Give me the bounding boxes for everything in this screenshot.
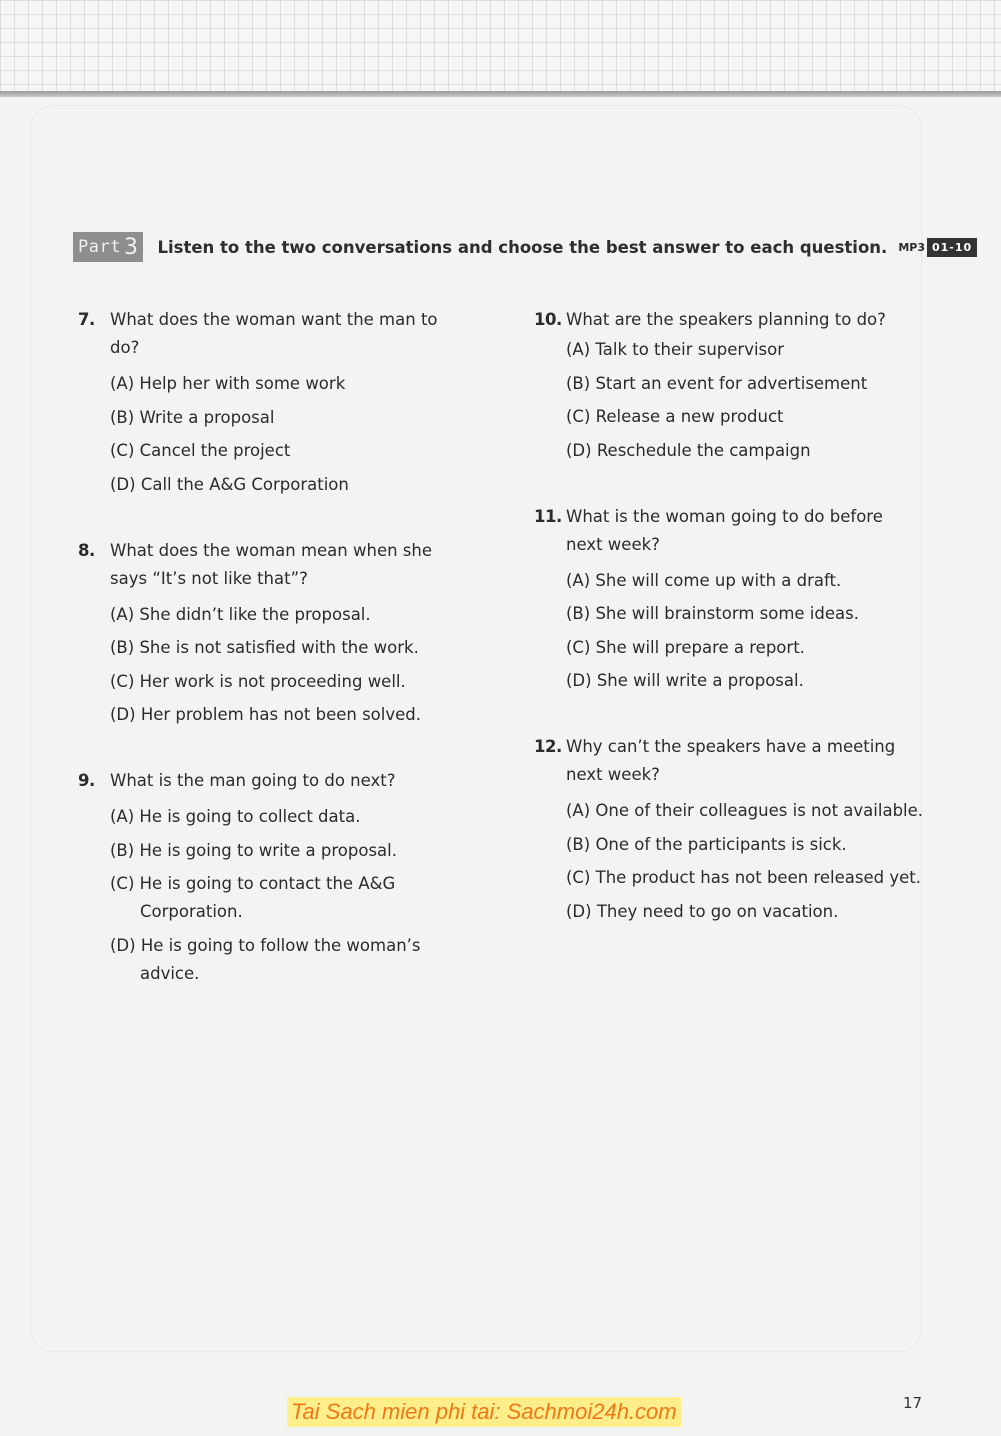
answer-option: (D) Call the A&G Corporation bbox=[110, 474, 349, 494]
answer-option: (C) Release a new product bbox=[566, 407, 784, 426]
answer-option: (C) She will prepare a report. bbox=[566, 637, 805, 657]
answer-option: (B) She will brainstorm some ideas. bbox=[566, 604, 859, 623]
answer-option: (A) Help her with some work bbox=[110, 374, 346, 393]
question-stem: What is the man going to do next? bbox=[110, 771, 396, 790]
mp3-label: MP3 bbox=[898, 240, 925, 254]
question-10 bbox=[534, 306, 934, 465]
mp3-track-tag bbox=[898, 238, 977, 257]
answer-option: (C) The product has not been released yet. bbox=[566, 868, 921, 887]
question-stem: What does the woman mean when she says “It’s not like that”? bbox=[110, 540, 433, 588]
part-label: Part bbox=[78, 237, 121, 257]
watermark-link[interactable]: Tai Sach mien phi tai: Sachmoi24h.com bbox=[287, 1397, 681, 1427]
answer-option: (D) Her problem has not been solved. bbox=[110, 705, 421, 724]
answer-option: (C) Cancel the project bbox=[110, 441, 291, 460]
question-12 bbox=[534, 733, 934, 926]
question-stem: Why can’t the speakers have a meeting next week? bbox=[566, 737, 896, 784]
answer-option: (D) Reschedule the campaign bbox=[566, 440, 811, 460]
answer-option: (A) She didn’t like the proposal. bbox=[110, 604, 371, 624]
question-stem: What are the speakers planning to do? bbox=[566, 310, 886, 329]
grid-paper-band bbox=[0, 0, 1001, 92]
page-number: 17 bbox=[903, 1394, 923, 1412]
answer-option: (A) She will come up with a draft. bbox=[566, 570, 842, 590]
answer-option: (D) She will write a proposal. bbox=[566, 671, 804, 690]
answer-option: (C) He is going to contact the A&G Corporation. bbox=[110, 874, 396, 921]
question-number: 8. bbox=[78, 540, 95, 560]
answer-option: (A) Talk to their supervisor bbox=[566, 340, 785, 359]
question-number: 10. bbox=[534, 310, 562, 329]
mp3-track-number: 01-10 bbox=[927, 238, 977, 257]
part-header bbox=[73, 232, 973, 262]
question-stem: What does the woman want the man to do? bbox=[110, 310, 438, 357]
instruction-text: Listen to the two conversations and choose the best answer to each question. bbox=[157, 237, 888, 257]
answer-option: (A) He is going to collect data. bbox=[110, 807, 361, 826]
right-column bbox=[534, 306, 934, 964]
question-9 bbox=[78, 767, 458, 988]
answer-option: (D) They need to go on vacation. bbox=[566, 901, 839, 921]
answer-option: (B) He is going to write a proposal. bbox=[110, 840, 397, 860]
top-rule bbox=[0, 91, 1001, 97]
question-8 bbox=[78, 537, 458, 730]
part-badge bbox=[73, 232, 143, 262]
question-number: 7. bbox=[78, 310, 95, 329]
answer-option: (B) She is not satisfied with the work. bbox=[110, 638, 419, 657]
answer-option: (B) Start an event for advertisement bbox=[566, 373, 868, 393]
question-number: 12. bbox=[534, 737, 562, 756]
question-11 bbox=[534, 503, 934, 696]
answer-option: (C) Her work is not proceeding well. bbox=[110, 671, 406, 691]
question-number: 9. bbox=[78, 771, 95, 790]
answer-option: (A) One of their colleagues is not available. bbox=[566, 801, 924, 820]
question-7 bbox=[78, 306, 458, 499]
left-column bbox=[78, 306, 458, 1026]
answer-option: (D) He is going to follow the woman’s advice. bbox=[110, 935, 421, 983]
question-stem: What is the woman going to do before next week? bbox=[566, 506, 883, 554]
answer-option: (B) Write a proposal bbox=[110, 407, 275, 427]
question-number: 11. bbox=[534, 506, 562, 526]
part-number: 3 bbox=[123, 234, 139, 260]
answer-option: (B) One of the participants is sick. bbox=[566, 834, 847, 854]
